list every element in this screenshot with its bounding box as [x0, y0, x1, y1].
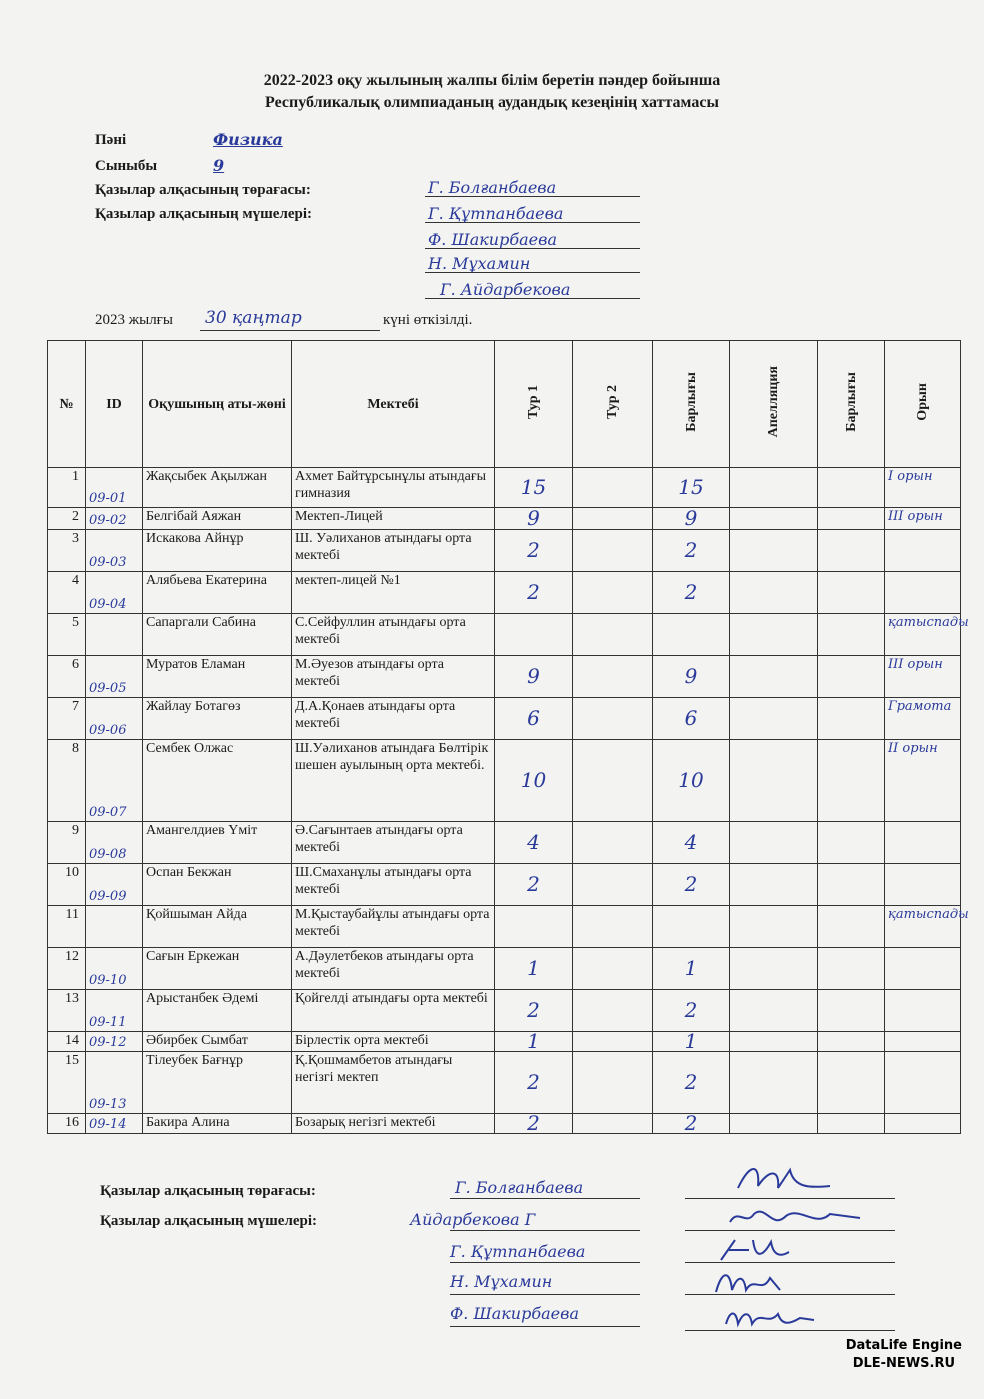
cell-name: Арыстанбек Әдемі — [143, 990, 292, 1032]
cell-total2 — [818, 822, 885, 864]
cell-name: Оспан Бекжан — [143, 864, 292, 906]
chair-signature-icon — [730, 1158, 840, 1202]
cell-total: 9 — [653, 508, 730, 530]
cell-appeal — [730, 508, 818, 530]
cell-appeal — [730, 656, 818, 698]
cell-appeal — [730, 1052, 818, 1114]
cell-total2 — [818, 530, 885, 572]
cell-no: 8 — [48, 740, 86, 822]
cell-no: 3 — [48, 530, 86, 572]
cell-total2 — [818, 1114, 885, 1134]
cell-id: 09-04 — [86, 572, 143, 614]
footer-member-name-line-1 — [450, 1230, 640, 1231]
cell-tour1: 2 — [495, 530, 573, 572]
table-row — [48, 1052, 961, 1114]
cell-no: 16 — [48, 1114, 86, 1134]
cell-tour1: 2 — [495, 990, 573, 1032]
cell-total: 15 — [653, 468, 730, 508]
cell-no: 2 — [48, 508, 86, 530]
cell-id: 09-02 — [86, 508, 143, 530]
cell-school: Бірлестік орта мектебі — [292, 1032, 495, 1052]
cell-tour1 — [495, 614, 573, 656]
cell-total: 2 — [653, 1052, 730, 1114]
subject-label: Пәні — [95, 132, 127, 148]
cell-school: Бозарық негізгі мектебі — [292, 1114, 495, 1134]
document-title-line1: 2022-2023 оқу жылының жалпы білім беретін пәндер бойынша — [263, 72, 721, 89]
cell-appeal — [730, 572, 818, 614]
table-row — [48, 468, 961, 508]
cell-no: 15 — [48, 1052, 86, 1114]
cell-name: Тілеубек Бағнұр — [143, 1052, 292, 1114]
cell-school: М.Қыстаубайұлы атындағы орта мектебі — [292, 906, 495, 948]
cell-place — [885, 990, 961, 1032]
cell-total: 2 — [653, 1114, 730, 1134]
cell-name: Искакова Айнұр — [143, 530, 292, 572]
cell-total2 — [818, 468, 885, 508]
cell-total2 — [818, 572, 885, 614]
header-tour1 — [495, 341, 573, 468]
cell-id: 09-11 — [86, 990, 143, 1032]
cell-total2 — [818, 906, 885, 948]
watermark — [846, 1337, 962, 1373]
header-school: Мектебі — [292, 341, 495, 468]
cell-no: 12 — [48, 948, 86, 990]
cell-tour1: 1 — [495, 1032, 573, 1052]
member-signature-4-icon — [720, 1298, 820, 1334]
cell-tour1: 10 — [495, 740, 573, 822]
cell-appeal — [730, 530, 818, 572]
date-line — [200, 330, 380, 331]
cell-tour2 — [573, 614, 653, 656]
cell-tour2 — [573, 864, 653, 906]
cell-tour1: 2 — [495, 572, 573, 614]
cell-place: I орын — [885, 468, 961, 508]
cell-tour2 — [573, 740, 653, 822]
cell-name: Жайлау Ботагөз — [143, 698, 292, 740]
footer-chair-name: Г. Болғанбаева — [455, 1178, 584, 1197]
table-header-row — [48, 341, 961, 468]
cell-no: 5 — [48, 614, 86, 656]
date-prefix: 2023 жылғы — [95, 312, 173, 328]
cell-place: қатыспады — [885, 906, 961, 948]
header-place-text: Орын — [915, 382, 930, 421]
header-total — [653, 341, 730, 468]
cell-tour1: 9 — [495, 656, 573, 698]
cell-id: 09-10 — [86, 948, 143, 990]
table-row — [48, 698, 961, 740]
cell-name: Белгібай Аяжан — [143, 508, 292, 530]
cell-name: Жақсыбек Ақылжан — [143, 468, 292, 508]
cell-school: Ә.Сағынтаев атындағы орта мектебі — [292, 822, 495, 864]
table-row — [48, 572, 961, 614]
cell-tour1: 2 — [495, 864, 573, 906]
cell-school: С.Сейфуллин атындағы орта мектебі — [292, 614, 495, 656]
cell-name: Муратов Еламан — [143, 656, 292, 698]
grade-label: Сыныбы — [95, 158, 158, 174]
subject-value: Физика — [213, 130, 283, 149]
footer-member-name-line-4 — [450, 1326, 640, 1327]
date-handwritten: 30 қаңтар — [205, 308, 302, 328]
cell-total: 2 — [653, 530, 730, 572]
cell-total: 2 — [653, 990, 730, 1032]
cell-tour2 — [573, 822, 653, 864]
cell-id: 09-14 — [86, 1114, 143, 1134]
watermark-line2: DLE-NEWS.RU — [852, 1356, 956, 1371]
table-row — [48, 948, 961, 990]
cell-name: Амангелдиев Үміт — [143, 822, 292, 864]
cell-appeal — [730, 468, 818, 508]
cell-total: 2 — [653, 864, 730, 906]
cell-no: 4 — [48, 572, 86, 614]
cell-id: 09-05 — [86, 656, 143, 698]
cell-tour2 — [573, 1032, 653, 1052]
cell-place: қатыспады — [885, 614, 961, 656]
cell-appeal — [730, 822, 818, 864]
cell-tour2 — [573, 530, 653, 572]
cell-place: III орын — [885, 656, 961, 698]
cell-id: 09-12 — [86, 1032, 143, 1052]
cell-total2 — [818, 698, 885, 740]
cell-no: 6 — [48, 656, 86, 698]
table-row — [48, 822, 961, 864]
results-table — [47, 340, 969, 1135]
cell-school: мектеп-лицей №1 — [292, 572, 495, 614]
member-handwritten-1: Г. Құтпанбаева — [428, 204, 564, 223]
cell-appeal — [730, 948, 818, 990]
member-handwritten-2: Ф. Шакирбаева — [428, 230, 557, 249]
cell-total2 — [818, 614, 885, 656]
cell-school: Ахмет Байтұрсынұлы атындағы гимназия — [292, 468, 495, 508]
cell-tour1: 15 — [495, 468, 573, 508]
member-handwritten-4: Г. Айдарбекова — [440, 280, 571, 299]
cell-id: 09-13 — [86, 1052, 143, 1114]
footer-member-name-3: Н. Мұхамин — [450, 1272, 553, 1291]
jury-members-label: Қазылар алқасының мүшелері: — [95, 206, 313, 222]
table-row — [48, 614, 961, 656]
cell-id: 09-09 — [86, 864, 143, 906]
cell-total: 9 — [653, 656, 730, 698]
cell-appeal — [730, 614, 818, 656]
cell-total2 — [818, 864, 885, 906]
cell-name: Алябьева Екатерина — [143, 572, 292, 614]
cell-total: 10 — [653, 740, 730, 822]
cell-total: 1 — [653, 948, 730, 990]
table-row — [48, 508, 961, 530]
cell-tour2 — [573, 508, 653, 530]
table-row — [48, 906, 961, 948]
header-tour2 — [573, 341, 653, 468]
header-tour2-text: Тур 2 — [605, 384, 620, 419]
chair-handwritten: Г. Болғанбаева — [428, 178, 557, 197]
footer-chair-name-line — [450, 1198, 640, 1199]
cell-total: 2 — [653, 572, 730, 614]
header-appeal — [730, 341, 818, 468]
cell-place — [885, 1052, 961, 1114]
cell-id: 09-03 — [86, 530, 143, 572]
cell-appeal — [730, 1114, 818, 1134]
header-place — [885, 341, 961, 468]
cell-name: Бакира Алина — [143, 1114, 292, 1134]
cell-name: Сембек Олжас — [143, 740, 292, 822]
cell-tour2 — [573, 698, 653, 740]
member-signature-1-icon — [720, 1200, 870, 1236]
cell-no: 1 — [48, 468, 86, 508]
member-signature-2-icon — [715, 1232, 795, 1266]
cell-school: Ш. Уәлиханов атындағы орта мектебі — [292, 530, 495, 572]
table-row — [48, 990, 961, 1032]
footer-members-label: Қазылар алқасының мүшелері: — [100, 1213, 318, 1229]
cell-total: 1 — [653, 1032, 730, 1052]
cell-no: 10 — [48, 864, 86, 906]
header-tour1-text: Тур 1 — [526, 384, 541, 419]
cell-school: А.Дәулетбеков атындағы орта мектебі — [292, 948, 495, 990]
cell-school: Қойгелді атындағы орта мектебі — [292, 990, 495, 1032]
cell-school: Қ.Қошмамбетов атындағы негізгі мектеп — [292, 1052, 495, 1114]
footer-member-name-line-3 — [450, 1294, 640, 1295]
cell-appeal — [730, 990, 818, 1032]
cell-school: М.Әуезов атындағы орта мектебі — [292, 656, 495, 698]
header-id: ID — [86, 341, 143, 468]
member-handwritten-3: Н. Мұхамин — [428, 254, 531, 273]
cell-place — [885, 948, 961, 990]
cell-total2 — [818, 990, 885, 1032]
cell-appeal — [730, 1032, 818, 1052]
cell-place: III орын — [885, 508, 961, 530]
cell-id — [86, 614, 143, 656]
cell-no: 14 — [48, 1032, 86, 1052]
cell-no: 11 — [48, 906, 86, 948]
cell-tour1: 4 — [495, 822, 573, 864]
table-row — [48, 656, 961, 698]
cell-no: 7 — [48, 698, 86, 740]
cell-name: Сағын Еркежан — [143, 948, 292, 990]
cell-school: Ш.Уәлиханов атындаға Бөлтірік шешен ауылының орта мектебі. — [292, 740, 495, 822]
cell-total2 — [818, 740, 885, 822]
header-name: Оқушының аты-жөні — [143, 341, 292, 468]
grade-value: 9 — [213, 156, 225, 175]
table-row — [48, 1032, 961, 1052]
cell-school: Д.А.Қонаев атындағы орта мектебі — [292, 698, 495, 740]
cell-place: Грамота — [885, 698, 961, 740]
header-appeal-text: Апелляция — [766, 365, 781, 438]
cell-school: Мектеп-Лицей — [292, 508, 495, 530]
cell-total: 6 — [653, 698, 730, 740]
cell-total2 — [818, 508, 885, 530]
cell-name: Әбирбек Сымбат — [143, 1032, 292, 1052]
cell-tour2 — [573, 1114, 653, 1134]
cell-appeal — [730, 698, 818, 740]
cell-total — [653, 614, 730, 656]
cell-place: II орын — [885, 740, 961, 822]
header-no: № — [48, 341, 86, 468]
cell-appeal — [730, 906, 818, 948]
cell-total — [653, 906, 730, 948]
cell-place — [885, 1114, 961, 1134]
cell-tour2 — [573, 1052, 653, 1114]
cell-school: Ш.Смаханұлы атындағы орта мектебі — [292, 864, 495, 906]
table-row — [48, 1114, 961, 1134]
cell-total2 — [818, 948, 885, 990]
cell-place — [885, 864, 961, 906]
watermark-line1: DataLife Engine — [845, 1338, 962, 1353]
cell-tour2 — [573, 468, 653, 508]
cell-tour2 — [573, 656, 653, 698]
cell-total: 4 — [653, 822, 730, 864]
footer-member-name-line-2 — [450, 1262, 640, 1263]
table-row — [48, 740, 961, 822]
cell-id: 09-08 — [86, 822, 143, 864]
table-row — [48, 530, 961, 572]
cell-total2 — [818, 1052, 885, 1114]
header-total-text: Барлығы — [683, 371, 699, 432]
header-total2 — [818, 341, 885, 468]
cell-tour1: 2 — [495, 1114, 573, 1134]
cell-tour2 — [573, 990, 653, 1032]
cell-name: Сапаргали Сабина — [143, 614, 292, 656]
jury-chair-label: Қазылар алқасының төрағасы: — [95, 182, 311, 198]
member-signature-3-icon — [710, 1264, 790, 1298]
cell-tour1: 6 — [495, 698, 573, 740]
cell-id: 09-07 — [86, 740, 143, 822]
cell-no: 9 — [48, 822, 86, 864]
cell-tour1: 2 — [495, 1052, 573, 1114]
cell-tour2 — [573, 948, 653, 990]
cell-place — [885, 572, 961, 614]
cell-appeal — [730, 864, 818, 906]
cell-name: Қойшыман Айда — [143, 906, 292, 948]
cell-id: 09-06 — [86, 698, 143, 740]
header-total2-text: Барлығы — [843, 371, 859, 432]
footer-chair-label: Қазылар алқасының төрағасы: — [100, 1183, 316, 1199]
cell-place — [885, 1032, 961, 1052]
footer-member-name-2: Г. Құтпанбаева — [450, 1242, 586, 1261]
cell-appeal — [730, 740, 818, 822]
cell-total2 — [818, 656, 885, 698]
cell-tour1: 9 — [495, 508, 573, 530]
cell-tour2 — [573, 572, 653, 614]
cell-id — [86, 906, 143, 948]
document-title-line2: Республикалық олимпиаданың аудандық кезеңінің хаттамасы — [265, 94, 719, 111]
date-suffix: күні өткізілді. — [383, 312, 473, 328]
cell-total2 — [818, 1032, 885, 1052]
cell-no: 13 — [48, 990, 86, 1032]
cell-tour1: 1 — [495, 948, 573, 990]
cell-id: 09-01 — [86, 468, 143, 508]
footer-member-name-1: Айдарбекова Г — [410, 1210, 536, 1229]
table-row — [48, 864, 961, 906]
cell-tour1 — [495, 906, 573, 948]
footer-member-name-4: Ф. Шакирбаева — [450, 1304, 579, 1323]
cell-tour2 — [573, 906, 653, 948]
cell-place — [885, 822, 961, 864]
cell-place — [885, 530, 961, 572]
